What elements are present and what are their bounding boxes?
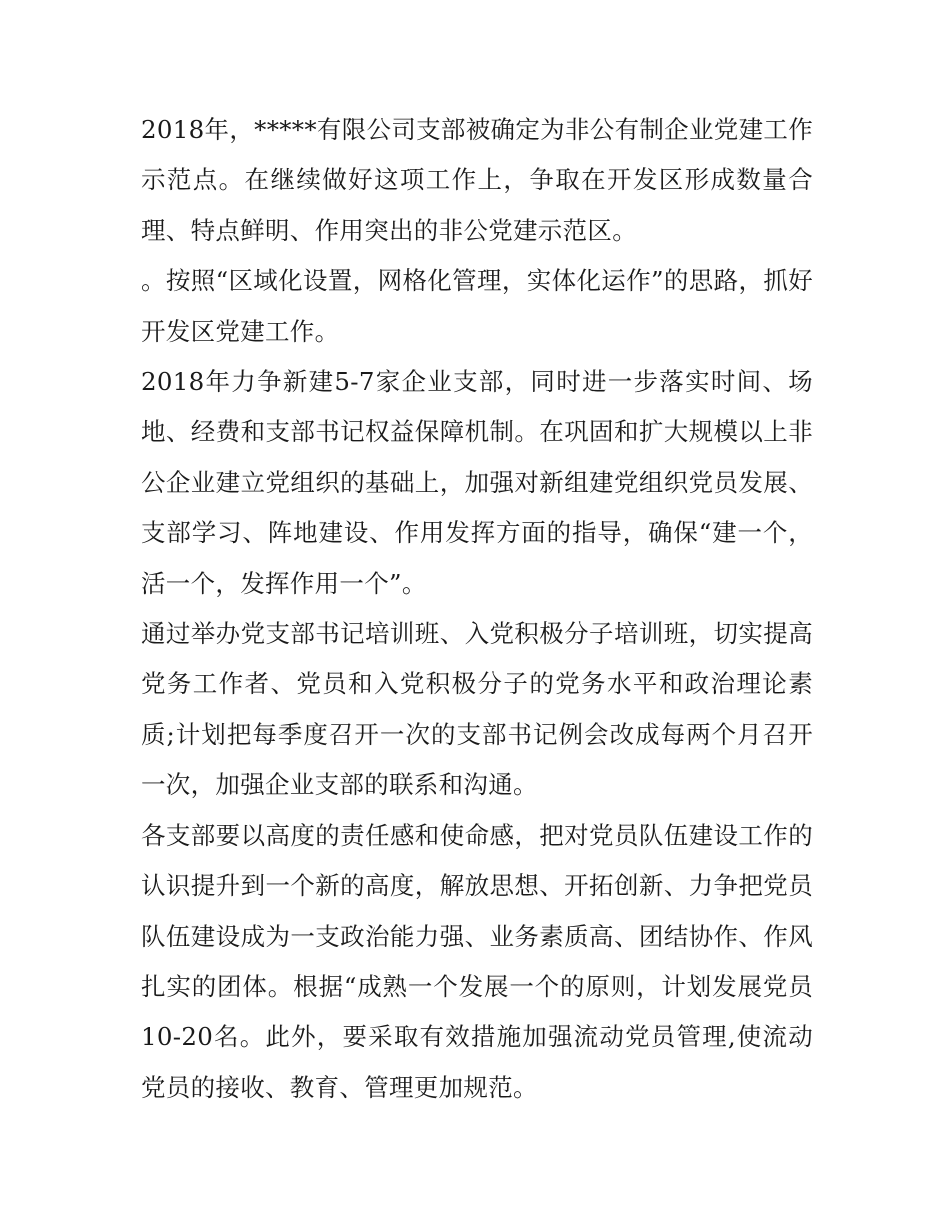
paragraph-1: 2018年，*****有限公司支部被确定为非公有制企业党建工作示范点。在继续做好这项工作上，争取在开发区形成数量合理、特点鲜明、作用突出的非公党建示范区。 — [141, 115, 813, 245]
paragraph-2: 。按照“区域化设置，网格化管理，实体化运作”的思路，抓好开发区党建工作。 — [141, 266, 813, 346]
paragraph-3: 2018年力争新建5-7家企业支部，同时进一步落实时间、场地、经费和支部书记权益保障机制。在巩固和扩大规模以上非公企业建立党组织的基础上，加强对新组建党组织党员发展、支部学习、阵地建设、作用发挥方面的指导，确保“建一个，活一个，发挥作用一个”。 — [141, 367, 813, 598]
paragraph-5: 各支部要以高度的责任感和使命感，把对党员队伍建设工作的认识提升到一个新的高度，解放思想、开拓创新、力争把党员队伍建设成为一支政治能力强、业务素质高、团结协作、作风扎实的团体。根据“成熟一个发展一个的原则，计划发展党员10-20名。此外，要采取有效措施加强流动党员管理,使流动党员的接收、教育、管理更加规范。 — [141, 820, 813, 1102]
paragraph-4: 通过举办党支部书记培训班、入党积极分子培训班，切实提高党务工作者、党员和入党积极分子的党务水平和政治理论素质;计划把每季度召开一次的支部书记例会改成每两个月召开一次，加强企业支部的联系和沟通。 — [141, 619, 813, 800]
document-body — [141, 105, 813, 1113]
